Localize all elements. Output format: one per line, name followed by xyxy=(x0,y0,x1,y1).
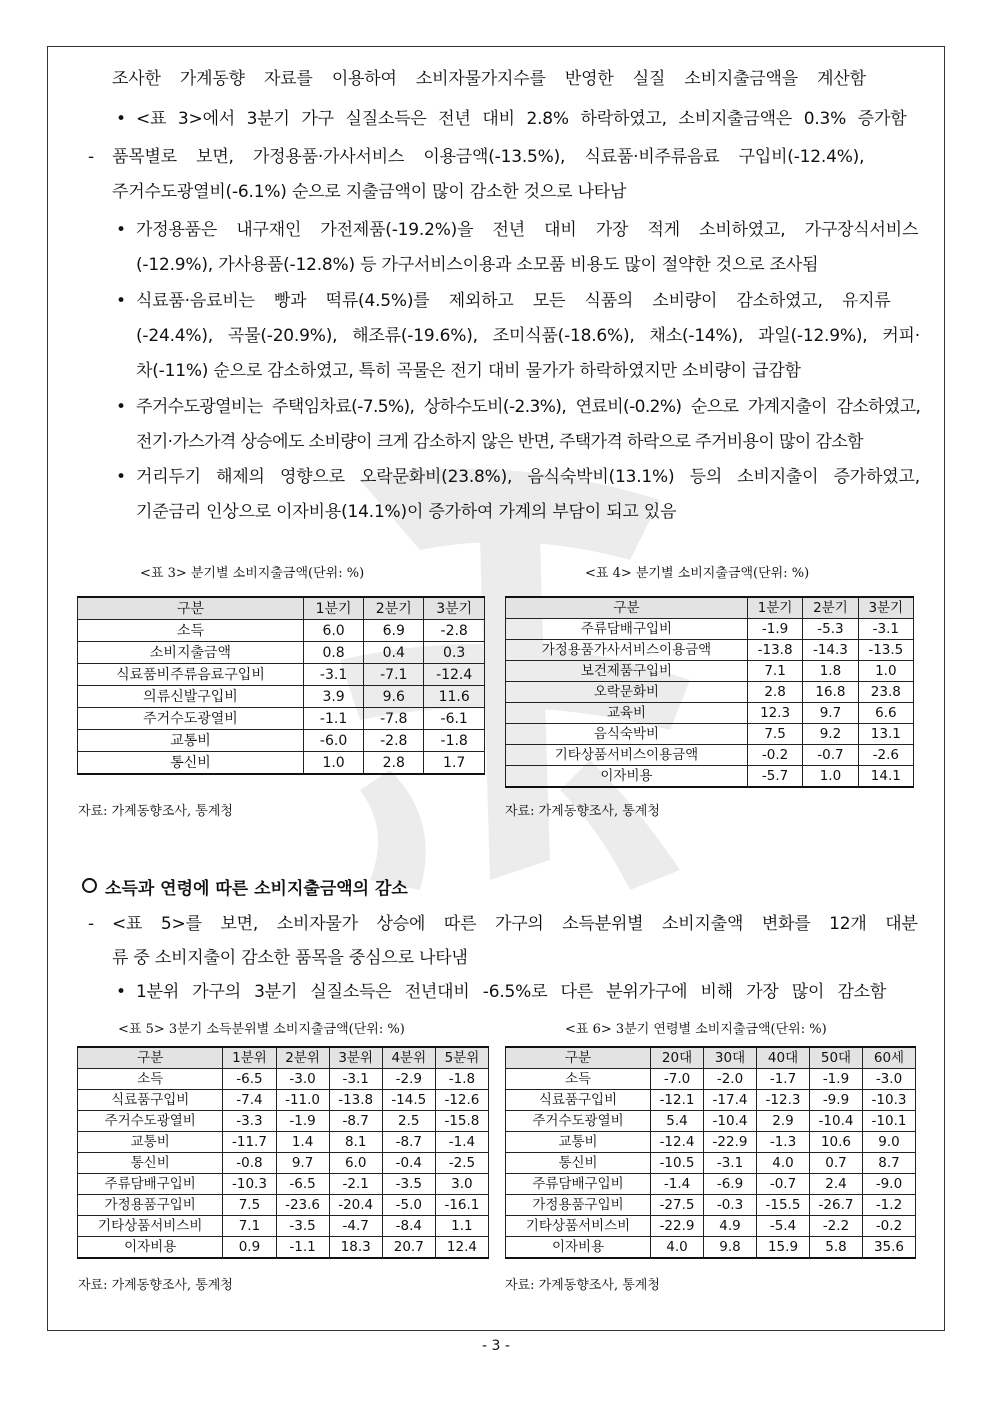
value-cell: -8.7 xyxy=(329,1111,382,1132)
table-row xyxy=(506,703,914,724)
value-cell: 5.4 xyxy=(651,1111,704,1132)
bullet-dot: • xyxy=(116,220,126,240)
table-row xyxy=(506,619,914,640)
value-cell: 7.1 xyxy=(747,661,802,682)
value-cell: 0.9 xyxy=(223,1237,276,1259)
value-cell: -22.9 xyxy=(704,1132,757,1153)
value-cell: -15.8 xyxy=(435,1111,488,1132)
value-cell: -10.4 xyxy=(810,1111,863,1132)
value-cell: -1.3 xyxy=(757,1132,810,1153)
table5-caption: <표 5> 3분기 소득분위별 소비지출금액(단위: %) xyxy=(118,1022,405,1037)
row-label-cell: 통신비 xyxy=(78,752,304,775)
value-cell: 2.8 xyxy=(747,682,802,703)
table-header-cell: 20대 xyxy=(651,1047,704,1069)
table-header-cell: 1분기 xyxy=(303,597,363,620)
table-row xyxy=(506,682,914,703)
value-cell: -1.9 xyxy=(276,1111,329,1132)
paragraph-line: 1분위 가구의 3분기 실질소득은 전년대비 -6.5%로 다른 분위가구에 비해 가장 많이 감소함 xyxy=(136,982,887,1002)
paragraph-line: <표 5>를 보면, 소비자물가 상승에 따른 가구의 소득분위별 소비지출액 변화를 12개 대분 xyxy=(112,914,918,934)
table-header-cell: 구분 xyxy=(78,1047,223,1069)
value-cell: 16.8 xyxy=(803,682,858,703)
value-cell: 6.9 xyxy=(364,620,424,642)
value-cell: -7.0 xyxy=(651,1069,704,1090)
paragraph-line: 조사한 가계동향 자료를 이용하여 소비자물가지수를 반영한 실질 소비지출금액을 계산함 xyxy=(112,69,866,89)
value-cell: -5.7 xyxy=(747,766,802,788)
row-label-cell: 소비지출금액 xyxy=(78,642,304,664)
value-cell: -10.1 xyxy=(862,1111,915,1132)
table-header-cell: 2분위 xyxy=(276,1047,329,1069)
value-cell: 11.6 xyxy=(424,686,485,708)
row-label-cell: 교통비 xyxy=(78,730,304,752)
value-cell: 10.6 xyxy=(810,1132,863,1153)
row-label-cell: 가정용품구입비 xyxy=(78,1195,223,1216)
value-cell: -14.5 xyxy=(382,1090,435,1111)
value-cell: -2.0 xyxy=(704,1069,757,1090)
row-label-cell: 보건제품구입비 xyxy=(506,661,748,682)
row-label-cell: 기타상품서비스이용금액 xyxy=(506,745,748,766)
table-header-row xyxy=(78,597,485,620)
value-cell: -1.1 xyxy=(276,1237,329,1259)
row-label-cell: 기타상품서비스비 xyxy=(506,1216,651,1237)
row-label-cell: 교육비 xyxy=(506,703,748,724)
value-cell: -16.1 xyxy=(435,1195,488,1216)
paragraph-line: 거리두기 해제의 영향으로 오락문화비(23.8%), 음식숙박비(13.1%) 등의 소비지출이 증가하였고, xyxy=(136,467,920,487)
row-label-cell: 교통비 xyxy=(506,1132,651,1153)
value-cell: -5.3 xyxy=(803,619,858,640)
value-cell: -0.7 xyxy=(803,745,858,766)
page-number: - 3 - xyxy=(482,1338,510,1354)
row-label-cell: 식료품구입비 xyxy=(78,1090,223,1111)
value-cell: -2.2 xyxy=(810,1216,863,1237)
table-row xyxy=(506,1069,916,1090)
value-cell: -11.0 xyxy=(276,1090,329,1111)
table3-caption: <표 3> 분기별 소비지출금액(단위: %) xyxy=(140,566,365,581)
row-label-cell: 기타상품서비스비 xyxy=(78,1216,223,1237)
value-cell: -3.5 xyxy=(276,1216,329,1237)
table-row xyxy=(78,1216,489,1237)
value-cell: -10.5 xyxy=(651,1153,704,1174)
table3-source: 자료: 가계동향조사, 통계청 xyxy=(78,804,233,819)
value-cell: 6.0 xyxy=(329,1153,382,1174)
value-cell: -12.6 xyxy=(435,1090,488,1111)
table5-source: 자료: 가계동향조사, 통계청 xyxy=(78,1278,233,1293)
value-cell: -2.1 xyxy=(329,1174,382,1195)
table-row xyxy=(78,708,485,730)
table-row xyxy=(506,1132,916,1153)
row-label-cell: 소득 xyxy=(78,620,304,642)
table-header-cell: 구분 xyxy=(78,597,304,620)
row-label-cell: 주거수도광열비 xyxy=(78,1111,223,1132)
value-cell: -3.1 xyxy=(704,1153,757,1174)
paragraph-line: 류 중 소비지출이 감소한 품목을 중심으로 나타냄 xyxy=(112,948,468,968)
value-cell: 9.6 xyxy=(364,686,424,708)
value-cell: -1.4 xyxy=(435,1132,488,1153)
value-cell: -8.4 xyxy=(382,1216,435,1237)
table-header-cell: 2분기 xyxy=(803,597,858,619)
row-label-cell: 이자비용 xyxy=(506,766,748,788)
row-label-cell: 교통비 xyxy=(78,1132,223,1153)
value-cell: 8.7 xyxy=(862,1153,915,1174)
table-row xyxy=(78,1069,489,1090)
table-row xyxy=(506,1090,916,1111)
bullet-dot: • xyxy=(116,397,126,417)
value-cell: -6.5 xyxy=(276,1174,329,1195)
row-label-cell: 소득 xyxy=(78,1069,223,1090)
value-cell: -0.7 xyxy=(757,1174,810,1195)
table-quarterly-consumption xyxy=(77,596,485,775)
value-cell: 2.4 xyxy=(810,1174,863,1195)
table-header-cell: 4분위 xyxy=(382,1047,435,1069)
row-label-cell: 가정용품구입비 xyxy=(506,1195,651,1216)
value-cell: -11.7 xyxy=(223,1132,276,1153)
paragraph-line: 차(-11%) 순으로 감소하였고, 특히 곡물은 전기 대비 물가가 하락하였지만 소비량이 급감함 xyxy=(136,361,801,381)
table-row xyxy=(506,661,914,682)
value-cell: -2.8 xyxy=(424,620,485,642)
value-cell: -0.2 xyxy=(862,1216,915,1237)
value-cell: 0.3 xyxy=(424,642,485,664)
value-cell: 1.0 xyxy=(858,661,913,682)
value-cell: -1.9 xyxy=(747,619,802,640)
value-cell: 18.3 xyxy=(329,1237,382,1259)
row-label-cell: 주류담배구입비 xyxy=(506,619,748,640)
value-cell: 1.0 xyxy=(303,752,363,775)
table-row xyxy=(78,752,485,775)
table-header-cell: 3분기 xyxy=(424,597,485,620)
value-cell: 1.1 xyxy=(435,1216,488,1237)
row-label-cell: 식료품구입비 xyxy=(506,1090,651,1111)
row-label-cell: 주류담배구입비 xyxy=(506,1174,651,1195)
table-row xyxy=(506,745,914,766)
value-cell: -12.1 xyxy=(651,1090,704,1111)
table-row xyxy=(78,1090,489,1111)
value-cell: 0.7 xyxy=(810,1153,863,1174)
value-cell: 12.3 xyxy=(747,703,802,724)
paragraph-line: (-24.4%), 곡물(-20.9%), 해조류(-19.6%), 조미식품(-18.6%), 채소(-14%), 과일(-12.9%), 커피· xyxy=(136,326,920,346)
paragraph-line: 전기·가스가격 상승에도 소비량이 크게 감소하지 않은 반면, 주택가격 하락으로 주거비용이 많이 감소함 xyxy=(136,432,863,452)
table4-caption: <표 4> 분기별 소비지출금액(단위: %) xyxy=(585,566,810,581)
value-cell: -7.8 xyxy=(364,708,424,730)
value-cell: -14.3 xyxy=(803,640,858,661)
table-header-cell: 3분위 xyxy=(329,1047,382,1069)
row-label-cell: 통신비 xyxy=(78,1153,223,1174)
dash-marker: - xyxy=(88,147,94,167)
value-cell: -3.0 xyxy=(862,1069,915,1090)
value-cell: -6.9 xyxy=(704,1174,757,1195)
paragraph-line: 기준금리 인상으로 이자비용(14.1%)이 증가하여 가계의 부담이 되고 있음 xyxy=(136,502,677,522)
value-cell: -13.8 xyxy=(329,1090,382,1111)
value-cell: 4.0 xyxy=(651,1237,704,1259)
value-cell: 2.5 xyxy=(382,1111,435,1132)
table-row xyxy=(78,642,485,664)
table-row xyxy=(506,766,914,788)
table-income-quintile xyxy=(77,1046,489,1259)
table4-source: 자료: 가계동향조사, 통계청 xyxy=(505,804,660,819)
value-cell: -7.1 xyxy=(364,664,424,686)
value-cell: -7.4 xyxy=(223,1090,276,1111)
table-header-cell: 1분기 xyxy=(747,597,802,619)
value-cell: -0.8 xyxy=(223,1153,276,1174)
value-cell: -9.9 xyxy=(810,1090,863,1111)
value-cell: -9.0 xyxy=(862,1174,915,1195)
value-cell: 7.1 xyxy=(223,1216,276,1237)
table-row xyxy=(506,1174,916,1195)
value-cell: -23.6 xyxy=(276,1195,329,1216)
row-label-cell: 이자비용 xyxy=(506,1237,651,1259)
table-quarterly-consumption-items xyxy=(505,596,914,788)
value-cell: 0.4 xyxy=(364,642,424,664)
table-header-cell: 30대 xyxy=(704,1047,757,1069)
value-cell: 9.0 xyxy=(862,1132,915,1153)
value-cell: -22.9 xyxy=(651,1216,704,1237)
table-row xyxy=(506,1111,916,1132)
value-cell: 13.1 xyxy=(858,724,913,745)
value-cell: 1.0 xyxy=(803,766,858,788)
value-cell: 2.8 xyxy=(364,752,424,775)
value-cell: -1.7 xyxy=(757,1069,810,1090)
value-cell: -12.4 xyxy=(651,1132,704,1153)
value-cell: 15.9 xyxy=(757,1237,810,1259)
value-cell: 4.9 xyxy=(704,1216,757,1237)
value-cell: -17.4 xyxy=(704,1090,757,1111)
table6-caption: <표 6> 3분기 연령별 소비지출금액(단위: %) xyxy=(565,1022,827,1037)
table-row xyxy=(78,1237,489,1259)
value-cell: -13.8 xyxy=(747,640,802,661)
table6-source: 자료: 가계동향조사, 통계청 xyxy=(505,1278,660,1293)
bullet-dot: • xyxy=(116,467,126,487)
value-cell: 1.7 xyxy=(424,752,485,775)
paragraph-line: (-12.9%), 가사용품(-12.8%) 등 가구서비스이용과 소모품 비용도 많이 절약한 것으로 조사됨 xyxy=(136,255,819,275)
row-label-cell: 오락문화비 xyxy=(506,682,748,703)
table-row xyxy=(78,1174,489,1195)
table-header-cell: 50대 xyxy=(810,1047,863,1069)
value-cell: 4.0 xyxy=(757,1153,810,1174)
value-cell: -10.3 xyxy=(223,1174,276,1195)
table-row xyxy=(78,664,485,686)
value-cell: -3.1 xyxy=(329,1069,382,1090)
paragraph-line: <표 3>에서 3분기 가구 실질소득은 전년 대비 2.8% 하락하였고, 소비지출금액은 0.3% 증가함 xyxy=(136,109,907,129)
section-heading: 소득과 연령에 따른 소비지출금액의 감소 xyxy=(82,874,408,899)
table-header-row xyxy=(506,1047,916,1069)
table-header-cell: 40대 xyxy=(757,1047,810,1069)
value-cell: -15.5 xyxy=(757,1195,810,1216)
value-cell: -3.0 xyxy=(276,1069,329,1090)
value-cell: 8.1 xyxy=(329,1132,382,1153)
paragraph-line: 식료품·음료비는 빵과 떡류(4.5%)를 제외하고 모든 식품의 소비량이 감소하였고, 유지류 xyxy=(136,291,891,311)
table-row xyxy=(506,1195,916,1216)
table-row xyxy=(78,686,485,708)
value-cell: 20.7 xyxy=(382,1237,435,1259)
table-row xyxy=(506,1237,916,1259)
value-cell: -5.0 xyxy=(382,1195,435,1216)
value-cell: -26.7 xyxy=(810,1195,863,1216)
value-cell: -6.0 xyxy=(303,730,363,752)
value-cell: -2.6 xyxy=(858,745,913,766)
table-row xyxy=(78,1111,489,1132)
bullet-dot: • xyxy=(116,982,126,1002)
table-header-row xyxy=(506,597,914,619)
value-cell: -0.3 xyxy=(704,1195,757,1216)
value-cell: -1.9 xyxy=(810,1069,863,1090)
value-cell: 9.7 xyxy=(276,1153,329,1174)
table-row xyxy=(506,724,914,745)
row-label-cell: 의류신발구입비 xyxy=(78,686,304,708)
value-cell: 1.8 xyxy=(803,661,858,682)
value-cell: 0.8 xyxy=(303,642,363,664)
value-cell: -20.4 xyxy=(329,1195,382,1216)
bullet-dot: • xyxy=(116,109,126,129)
value-cell: 6.6 xyxy=(858,703,913,724)
table-row xyxy=(78,620,485,642)
table-row xyxy=(506,1153,916,1174)
row-label-cell: 가정용품가사서비스이용금액 xyxy=(506,640,748,661)
value-cell: -2.8 xyxy=(364,730,424,752)
value-cell: -12.3 xyxy=(757,1090,810,1111)
value-cell: -1.4 xyxy=(651,1174,704,1195)
value-cell: -3.1 xyxy=(858,619,913,640)
table-header-cell: 2분기 xyxy=(364,597,424,620)
table-row xyxy=(78,1195,489,1216)
table-age-group xyxy=(505,1046,916,1259)
table-header-cell: 1분위 xyxy=(223,1047,276,1069)
value-cell: 5.8 xyxy=(810,1237,863,1259)
value-cell: -27.5 xyxy=(651,1195,704,1216)
table-row xyxy=(506,1216,916,1237)
table-header-cell: 5분위 xyxy=(435,1047,488,1069)
value-cell: 7.5 xyxy=(223,1195,276,1216)
value-cell: 9.7 xyxy=(803,703,858,724)
value-cell: -6.1 xyxy=(424,708,485,730)
value-cell: 12.4 xyxy=(435,1237,488,1259)
bullet-dot: • xyxy=(116,291,126,311)
value-cell: -1.2 xyxy=(862,1195,915,1216)
value-cell: 14.1 xyxy=(858,766,913,788)
table-header-cell: 60세 xyxy=(862,1047,915,1069)
value-cell: 7.5 xyxy=(747,724,802,745)
value-cell: 9.2 xyxy=(803,724,858,745)
value-cell: -1.8 xyxy=(424,730,485,752)
table-row xyxy=(78,1153,489,1174)
value-cell: -4.7 xyxy=(329,1216,382,1237)
circle-bullet-icon xyxy=(82,878,97,893)
paragraph-line: 품목별로 보면, 가정용품·가사서비스 이용금액(-13.5%), 식료품·비주류음료 구입비(-12.4%), xyxy=(112,147,865,167)
value-cell: -3.3 xyxy=(223,1111,276,1132)
value-cell: -1.8 xyxy=(435,1069,488,1090)
table-header-row xyxy=(78,1047,489,1069)
row-label-cell: 식료품비주류음료구입비 xyxy=(78,664,304,686)
value-cell: -8.7 xyxy=(382,1132,435,1153)
value-cell: 3.9 xyxy=(303,686,363,708)
table-row xyxy=(78,1132,489,1153)
row-label-cell: 음식숙박비 xyxy=(506,724,748,745)
value-cell: -0.4 xyxy=(382,1153,435,1174)
value-cell: 1.4 xyxy=(276,1132,329,1153)
value-cell: -3.1 xyxy=(303,664,363,686)
value-cell: -10.3 xyxy=(862,1090,915,1111)
row-label-cell: 주류담배구입비 xyxy=(78,1174,223,1195)
row-label-cell: 주거수도광열비 xyxy=(78,708,304,730)
value-cell: -13.5 xyxy=(858,640,913,661)
table-header-cell: 3분기 xyxy=(858,597,913,619)
value-cell: -6.5 xyxy=(223,1069,276,1090)
row-label-cell: 통신비 xyxy=(506,1153,651,1174)
value-cell: -0.2 xyxy=(747,745,802,766)
dash-marker: - xyxy=(88,914,94,934)
value-cell: 6.0 xyxy=(303,620,363,642)
value-cell: -5.4 xyxy=(757,1216,810,1237)
paragraph-line: 주거수도광열비(-6.1%) 순으로 지출금액이 많이 감소한 것으로 나타남 xyxy=(112,182,627,202)
table-header-cell: 구분 xyxy=(506,597,748,619)
value-cell: 35.6 xyxy=(862,1237,915,1259)
table-row xyxy=(78,730,485,752)
row-label-cell: 소득 xyxy=(506,1069,651,1090)
value-cell: -2.5 xyxy=(435,1153,488,1174)
table-header-cell: 구분 xyxy=(506,1047,651,1069)
value-cell: 3.0 xyxy=(435,1174,488,1195)
table-row xyxy=(506,640,914,661)
value-cell: 9.8 xyxy=(704,1237,757,1259)
value-cell: 2.9 xyxy=(757,1111,810,1132)
value-cell: -10.4 xyxy=(704,1111,757,1132)
value-cell: 23.8 xyxy=(858,682,913,703)
value-cell: -3.5 xyxy=(382,1174,435,1195)
value-cell: -12.4 xyxy=(424,664,485,686)
value-cell: -2.9 xyxy=(382,1069,435,1090)
row-label-cell: 주거수도광열비 xyxy=(506,1111,651,1132)
paragraph-line: 주거수도광열비는 주택임차료(-7.5%), 상하수도비(-2.3%), 연료비(-0.2%) 순으로 가계지출이 감소하였고, xyxy=(136,397,921,417)
value-cell: -1.1 xyxy=(303,708,363,730)
paragraph-line: 가정용품은 내구재인 가전제품(-19.2%)을 전년 대비 가장 적게 소비하였고, 가구장식서비스 xyxy=(136,220,919,240)
row-label-cell: 이자비용 xyxy=(78,1237,223,1259)
